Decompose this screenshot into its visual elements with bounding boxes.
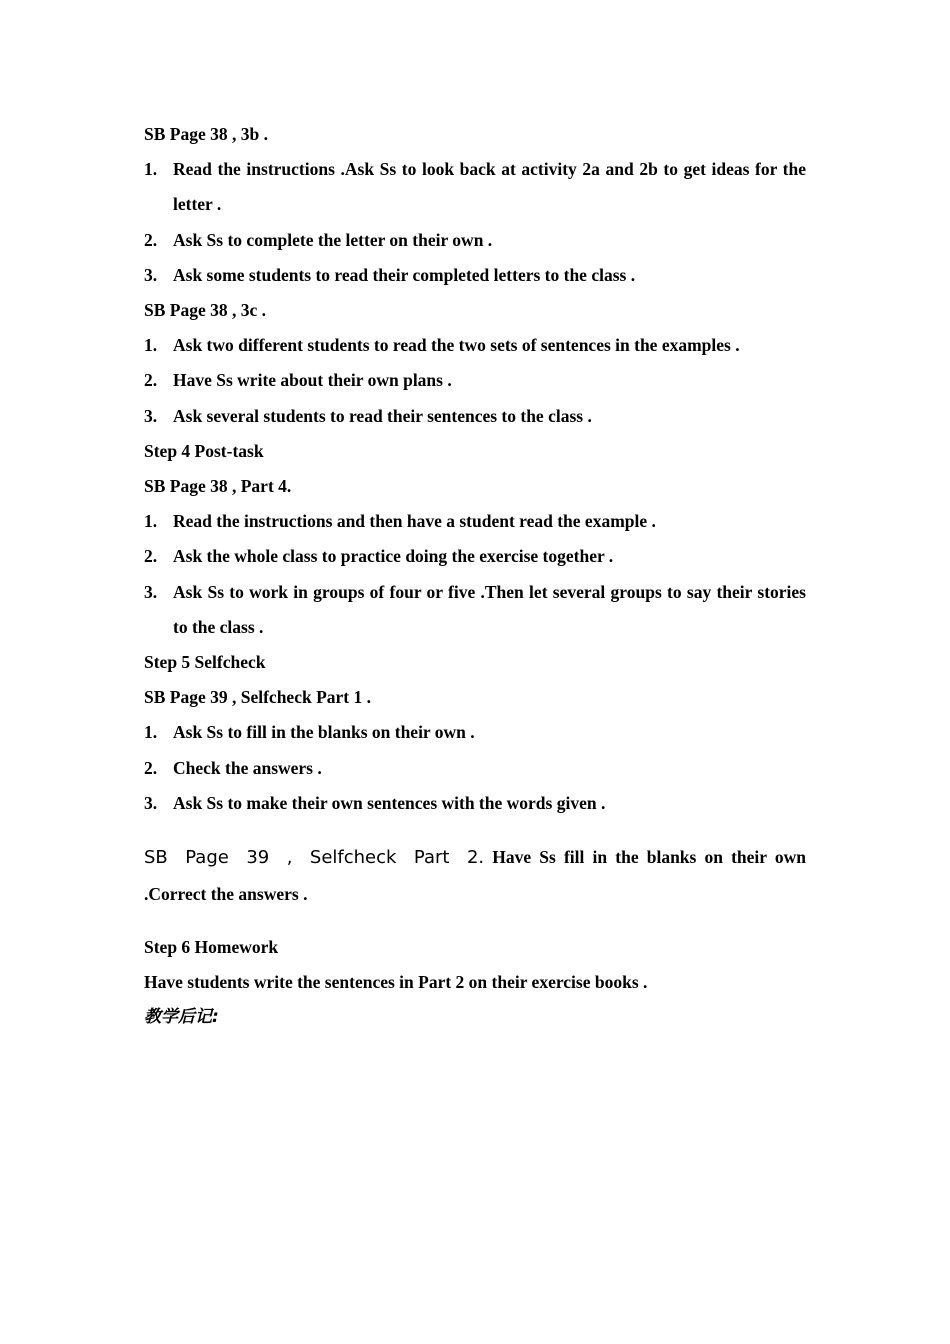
list-item [144, 258, 806, 293]
item-number: 3. [144, 264, 158, 285]
document-page [144, 117, 806, 1035]
item-number: 2. [144, 370, 158, 391]
item-number: 1. [144, 722, 158, 743]
item-text: Ask two different students to read the two sets of sentences in the examples . [173, 335, 740, 356]
item-number: 1. [144, 159, 158, 180]
item-text: Ask Ss to complete the letter on their own . [173, 229, 493, 250]
item-number: 1. [144, 511, 158, 532]
item-number: 2. [144, 757, 158, 778]
item-text: Ask the whole class to practice doing the exercise together . [173, 546, 614, 567]
item-number: 3. [144, 405, 158, 426]
item-text: Ask some students to read their completed letters to the class . [173, 264, 636, 285]
list-item [144, 399, 806, 434]
list-item [144, 539, 806, 574]
item-text: Ask Ss to work in groups of four or five .Then let several groups to say their stories to the class . [173, 581, 806, 637]
list-item [144, 751, 806, 786]
reflection-label: 教学后记: [144, 1007, 219, 1028]
item-number: 2. [144, 229, 158, 250]
list-item [144, 223, 806, 258]
list-item [144, 786, 806, 821]
step6-text: Have students write the sentences in Part 2 on their exercise books . [144, 972, 648, 993]
item-text: Read the instructions and then have a student read the example . [173, 511, 656, 532]
step4-heading: Step 4 Post-task [144, 440, 264, 461]
item-text: Ask Ss to fill in the blanks on their own . [173, 722, 475, 743]
step6-heading: Step 6 Homework [144, 937, 279, 958]
list-item [144, 575, 806, 645]
step5-subheading: SB Page 39 , Selfcheck Part 1 . [144, 687, 371, 708]
list-item [144, 328, 806, 363]
step5-heading: Step 5 Selfcheck [144, 652, 266, 673]
item-text: Check the answers . [173, 757, 322, 778]
selfcheck-part2-label: SB Page 39 , Selfcheck Part 2. [144, 846, 485, 868]
step4-subheading: SB Page 38 , Part 4. [144, 476, 292, 497]
item-number: 3. [144, 581, 158, 602]
section-3c-heading: SB Page 38 , 3c . [144, 300, 267, 321]
section-3b-heading: SB Page 38 , 3b . [144, 124, 268, 144]
item-number: 2. [144, 546, 158, 567]
selfcheck-part2-text: Have Ss fill in the blanks on their own .Correct the answers . [144, 846, 807, 904]
list-item [144, 363, 806, 398]
item-text: Ask several students to read their sentences to the class . [173, 405, 592, 426]
selfcheck-part2-paragraph [144, 839, 806, 913]
item-text: Have Ss write about their own plans . [173, 370, 452, 391]
item-number: 1. [144, 335, 158, 356]
list-item [144, 152, 806, 222]
list-item [144, 715, 806, 750]
item-text: Read the instructions .Ask Ss to look back at activity 2a and 2b to get ideas for the letter . [173, 159, 806, 215]
item-text: Ask Ss to make their own sentences with the words given . [173, 792, 606, 813]
item-number: 3. [144, 792, 158, 813]
list-item [144, 504, 806, 539]
